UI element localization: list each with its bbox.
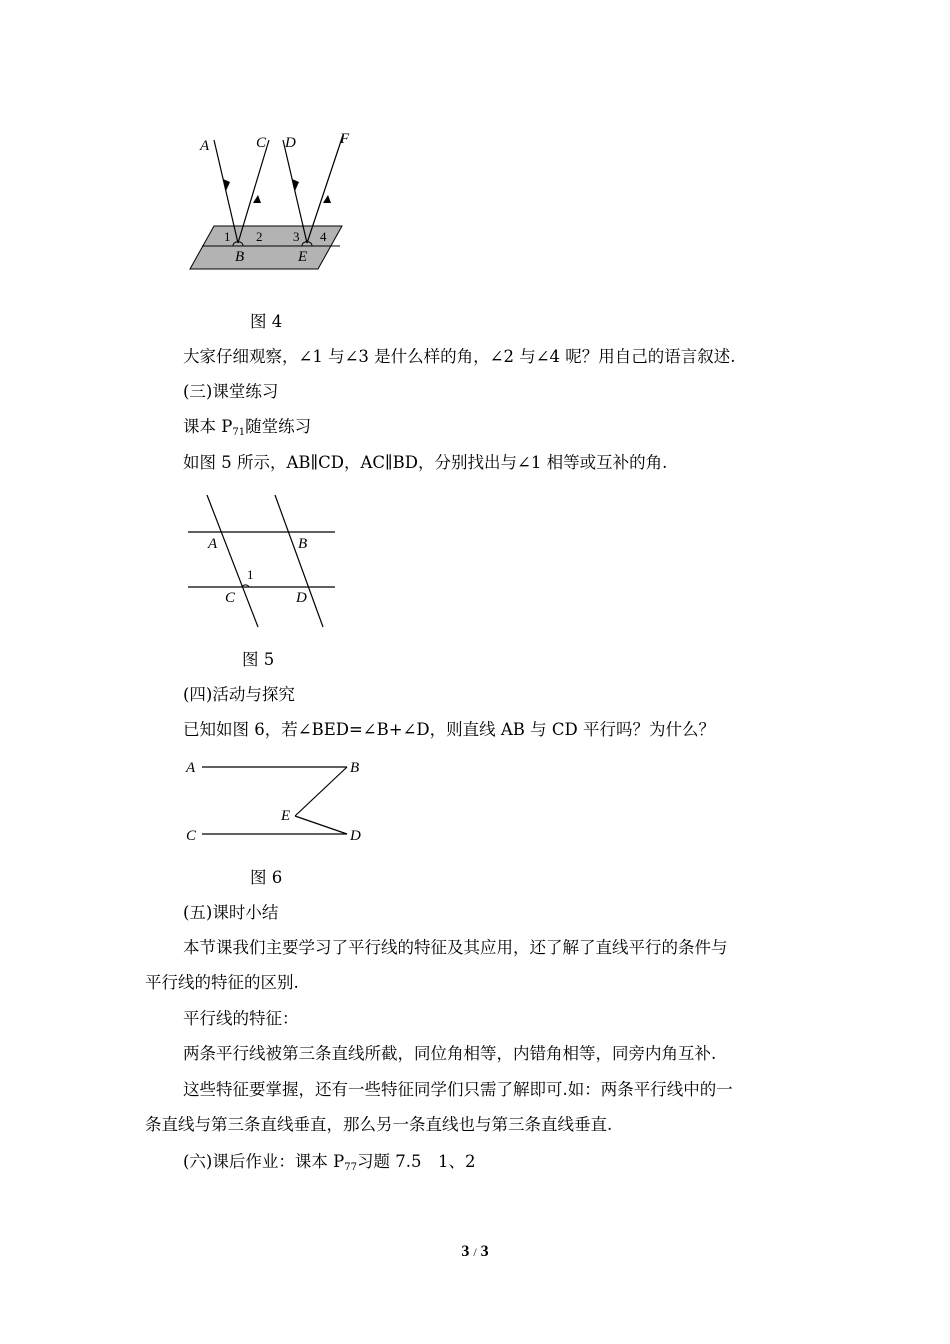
arrow-B-C <box>253 195 261 203</box>
label-angle-1: 1 <box>224 229 231 244</box>
label-D: D <box>296 590 307 606</box>
section-heading-homework: (六)课后作业：课本 $P_{77}$习题 7.5 1、2 <box>183 1152 476 1173</box>
paragraph-extra-line1: 这些特征要掌握，还有一些特征同学们只需了解即可.如：两条平行线中的一 <box>183 1080 733 1099</box>
label-D: D <box>285 135 296 151</box>
figure-5-caption: 图 5 <box>242 650 275 669</box>
label-B: B <box>350 760 360 776</box>
line-AC <box>207 495 258 627</box>
section-heading-summary: (五)课时小结 <box>183 903 279 922</box>
label-angle-4: 4 <box>320 229 327 244</box>
label-A: A <box>200 138 210 154</box>
label-angle-3: 3 <box>293 229 300 244</box>
label-E: E <box>281 808 291 824</box>
line-BD <box>275 495 323 627</box>
paragraph-features: 两条平行线被第三条直线所截，同位角相等，内错角相等，同旁内角互补. <box>183 1044 717 1063</box>
arrow-E-F <box>323 195 331 203</box>
label-A: A <box>186 760 196 776</box>
figure-5-diagram <box>180 490 350 635</box>
figure-6-diagram <box>180 752 370 852</box>
label-angle-2: 2 <box>256 229 263 244</box>
label-B: B <box>235 249 245 265</box>
label-D: D <box>350 828 361 844</box>
paragraph-observe: 大家仔细观察，∠1 与∠3 是什么样的角，∠2 与∠4 呢？用自己的语言叙述. <box>183 347 736 366</box>
label-E: E <box>298 249 308 265</box>
paragraph-features-heading: 平行线的特征： <box>183 1009 299 1028</box>
paragraph-figure5-question: 如图 5 所示，AB∥CD，AC∥BD，分别找出与∠1 相等或互补的角. <box>183 453 668 472</box>
segment-ED <box>295 816 347 834</box>
figure-4-caption: 图 4 <box>250 312 283 331</box>
label-C: C <box>256 135 267 151</box>
section-heading-practice: (三)课堂练习 <box>183 382 279 401</box>
segment-BE <box>295 767 347 816</box>
label-F: F <box>340 131 350 147</box>
page-number: 3 / 3 <box>461 1243 489 1260</box>
label-angle-1: 1 <box>247 567 254 582</box>
label-A: A <box>208 536 218 552</box>
paragraph-textbook-practice: 课本 $P_{71}$随堂练习 <box>183 417 312 438</box>
paragraph-figure6-question: 已知如图 6，若∠BED=∠B+∠D，则直线 AB 与 CD 平行吗？为什么？ <box>183 720 715 739</box>
paragraph-extra-line2: 条直线与第三条直线垂直，那么另一条直线也与第三条直线垂直. <box>145 1115 613 1134</box>
section-heading-activity: (四)活动与探究 <box>183 685 295 704</box>
paragraph-summary-line2: 平行线的特征的区别. <box>145 973 299 992</box>
label-B: B <box>298 536 308 552</box>
figure-6-caption: 图 6 <box>250 868 283 887</box>
paragraph-summary-line1: 本节课我们主要学习了平行线的特征及其应用，还了解了直线平行的条件与 <box>183 938 728 957</box>
label-C: C <box>225 590 236 606</box>
label-C: C <box>186 828 197 844</box>
figure-4-diagram <box>180 125 370 275</box>
